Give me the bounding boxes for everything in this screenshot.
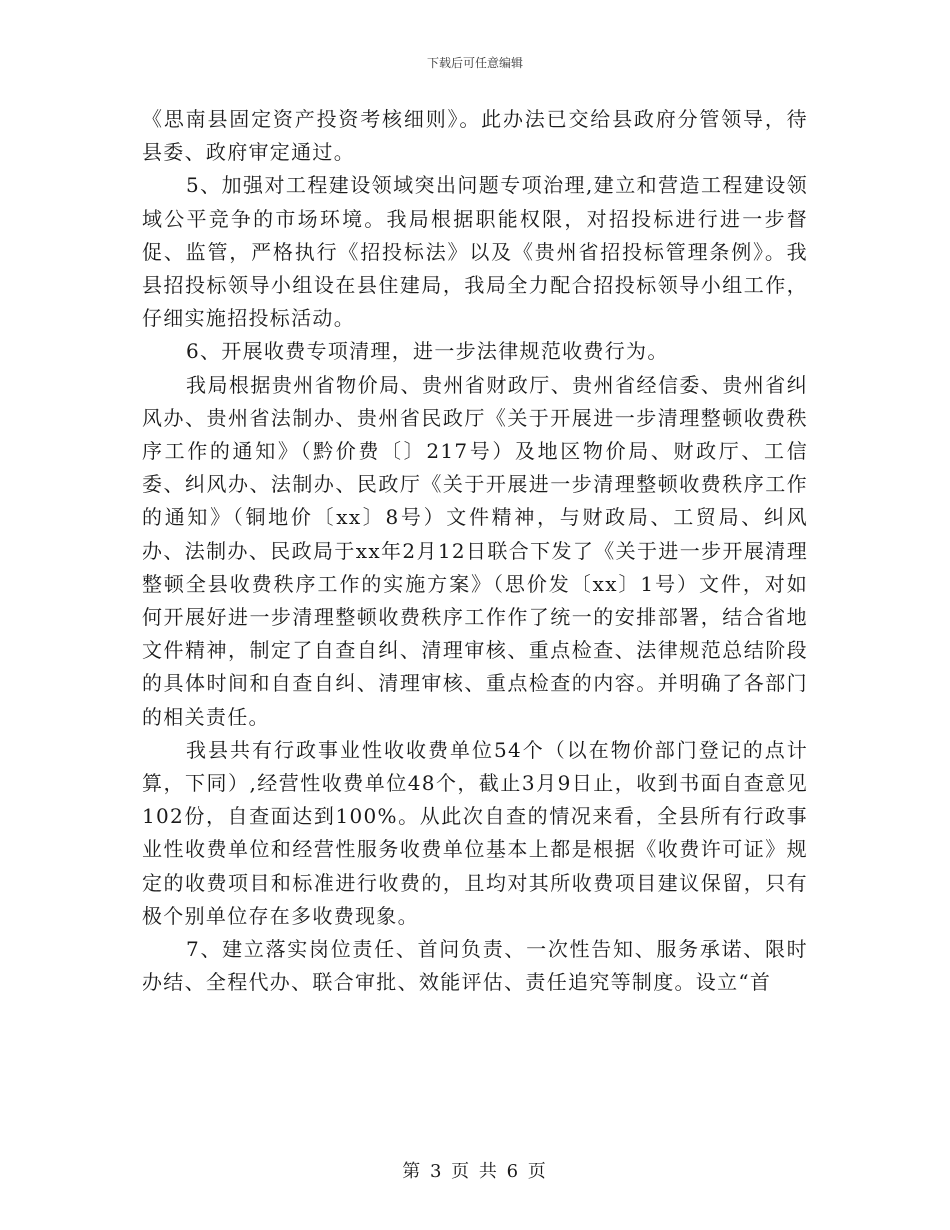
paragraph-4: 我局根据贵州省物价局、贵州省财政厅、贵州省经信委、贵州省纠风办、贵州省法制办、贵州省民政厅《关于开展进一步清理整顿收费秩序工作的通知》（黔价费〔〕217号）及地区物价局、财政厅、工信委、纠风办、法制办、民政厅《关于开展进一步清理整顿收费秩序工作的通知》（铜地价〔xx〕8号）文件精神，与财政局、工贸局、纠风办、法制办、民政局于xx年2月12日联合下发了《关于进一步开展清理整顿全县收费秩序工作的实施方案》（思价发〔xx〕1号）文件，对如何开展好进一步清理整顿收费秩序工作作了统一的安排部署，结合省地文件精神，制定了自查自纠、清理审核、重点检查、法律规范总结阶段的具体时间和自查自纠、清理审核、重点检查的内容。并明确了各部门的相关责任。 xyxy=(142,372,808,729)
paragraph-5: 我县共有行政事业性收收费单位54个（以在物价部门登记的点计算，下同）,经营性收费单位48个，截止3月9日止，收到书面自查意见102份，自查面达到100%。从此次自查的情况来看，全县所有行政事业性收费单位和经营性服务收费单位基本上都是根据《收费许可证》规定的收费项目和标准进行收费的，且均对其所收费项目建议保留，只有极个别单位存在多收费现象。 xyxy=(142,737,808,928)
page-number: 第 3 页 共 6 页 xyxy=(402,1161,548,1182)
paragraph-1: 《思南县固定资产投资考核细则》。此办法已交给县政府分管领导，待县委、政府审定通过。 xyxy=(142,107,808,165)
paragraph-3: 6、开展收费专项清理，进一步法律规范收费行为。 xyxy=(186,339,669,364)
paragraph-6: 7、建立落实岗位责任、首问负责、一次性告知、服务承诺、限时办结、全程代办、联合审批、效能评估、责任追究等制度。设立“首 xyxy=(142,937,808,995)
document-body xyxy=(142,103,808,999)
paragraph-2: 5、加强对工程建设领域突出问题专项治理,建立和营造工程建设领域公平竞争的市场环境。我局根据职能权限，对招投标进行进一步督促、监管，严格执行《招投标法》以及《贵州省招投标管理条例》。我县招投标领导小组设在县住建局，我局全力配合招投标领导小组工作，仔细实施招投标活动。 xyxy=(142,173,808,331)
page-header-note: 下载后可任意编辑 xyxy=(426,56,523,70)
